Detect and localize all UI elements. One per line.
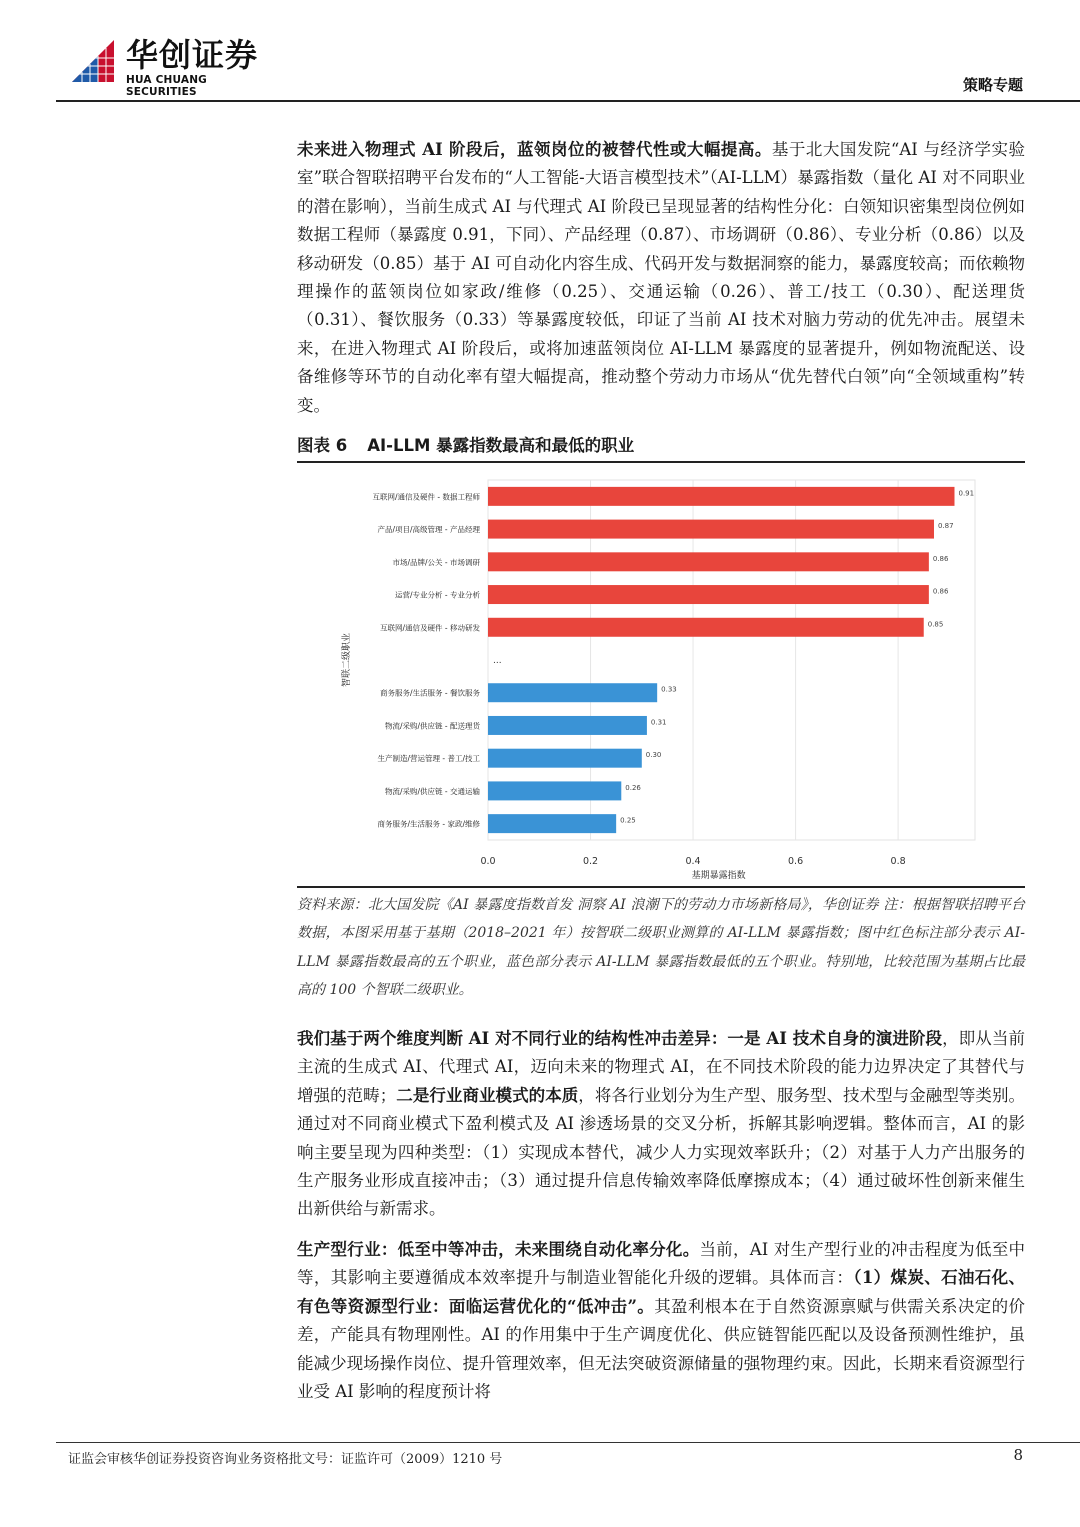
paragraph-lead-bold: 未来进入物理式 AI 阶段后，蓝领岗位的被替代性或大幅提高。 (297, 140, 772, 159)
bar-low (488, 814, 616, 833)
bar-value-label: 0.30 (645, 751, 662, 760)
y-category-label: 物流/采购/供应链 - 交通运输 (384, 786, 480, 796)
logo-english-name: HUA CHUANG SECURITIES (126, 74, 208, 98)
section-tag: 策略专题 (962, 76, 1023, 94)
footer-divider (56, 1442, 1080, 1443)
x-axis-title: 基期暴露指数 (691, 871, 746, 881)
paragraph-lead-bold: 我们基于两个维度判断 AI 对不同行业的结构性冲击差异：一是 AI 技术自身的演进阶段 (297, 1029, 943, 1048)
figure-top-rule (297, 461, 1025, 463)
bar-value-label: 0.86 (932, 587, 949, 596)
y-category-label: 运营/专业分析 - 专业分析 (394, 590, 480, 600)
company-logo (68, 36, 278, 98)
x-tick-label: 0.2 (582, 856, 599, 867)
x-tick-label: 0.4 (685, 856, 701, 867)
y-category-label: 生产制造/营运管理 - 普工/技工 (377, 754, 480, 764)
page-number: 8 (1013, 1446, 1023, 1464)
y-category-label: 市场/品牌/公关 - 市场调研 (392, 557, 480, 567)
figure-title (297, 434, 1025, 458)
paragraph-body: ，将各行业划分为生产型、服务型、技术型与金融型等类别。通过对不同商业模式下盈利模式及 AI 渗透场景的交叉分析，拆解其影响逻辑。整体而言，AI 的影响主要呈现为四种类型：（1）实现成本替代，减少人力实现效率跃升；（2）对基于人力产出服务的生产服务业形成直接冲击；（3）通过提升信息传输效率降低摩擦成本；（4）通过破坏性创新来催生出新供给与新需求。 (297, 1085, 1026, 1219)
bar-low (488, 683, 657, 702)
figure-bottom-rule (297, 886, 1025, 888)
bar-high (488, 552, 929, 571)
paragraph-body: 基于北大国发院“AI 与经济学实验室”联合智联招聘平台发布的“人工智能-大语言模型技术”（AI-LLM）暴露指数（量化 AI 对不同职业的潜在影响），当前生成式 AI 与代理式 AI 阶段已呈现显著的结构性分化：白领知识密集型岗位例如数据工程师（暴露度 0.91，下同）、产品经理（0.87）、市场调研（0.86）、专业分析（0.86）以及移动研发（0.85）基于 AI 可自动化内容生成、代码开发与数据洞察的能力，暴露度较高；而依赖物理操作的蓝领岗位如家政/维修（0.25）、交通运输（0.26）、普工/技工（0.30）、配送理货（0.31）、餐饮服务（0.33）等暴露度较低，印证了当前 AI 技术对脑力劳动的优先冲击。展望未来，在进入物理式 AI 阶段后，或将加速蓝领岗位 AI-LLM 暴露度的显著提升，例如物流配送、设备维修等环节的自动化率有望大幅提高，推动整个劳动力市场从“优先替代白领”向“全领域重构”转变。 (297, 140, 1025, 415)
logo-mark-icon (68, 36, 118, 86)
page-header (0, 0, 1080, 104)
bar-value-label: 0.86 (932, 554, 949, 563)
y-category-label: 物流/采购/供应链 - 配送理货 (384, 721, 480, 731)
paragraph-lead-bold: 生产型行业：低至中等冲击，未来围绕自动化率分化。 (297, 1240, 700, 1259)
bar-value-label: 0.26 (625, 783, 641, 792)
bar-low (488, 716, 647, 735)
bar-value-label: 0.33 (661, 685, 677, 694)
bar-high (488, 520, 934, 539)
paragraph-body: ，即从当前主流的生成式 AI、代理式 AI，迈向未来的物理式 AI，在不同技术阶段的能力边界决定了其替代与增强的范畴； (297, 1029, 1025, 1105)
bar-value-label: 0.87 (937, 522, 954, 531)
bar-value-label: 0.91 (958, 489, 975, 498)
y-category-label: 商务服务/生活服务 - 家政/维修 (377, 819, 480, 829)
exposure-bar-chart (297, 468, 1025, 884)
paragraph-inline-bold: （1）煤炭、石油石化、有色等资源型行业：面临运营优化的“低冲击”。 (297, 1268, 1025, 1316)
y-category-label: 互联网/通信及硬件 - 数据工程师 (372, 492, 480, 502)
x-tick-label: 0.8 (890, 856, 906, 867)
footer-license: 证监会审核华创证券投资咨询业务资格批文号：证监许可（2009）1210 号 (68, 1452, 503, 1467)
bar-high (488, 585, 929, 604)
paragraph-body: 其盈利根本在于自然资源禀赋与供需关系决定的价差，产能具有物理刚性。AI 的作用集中于生产调度优化、供应链智能匹配以及设备预测性维护，虽能减少现场操作岗位、提升管理效率，但无法突破资源储量的强物理约束。因此，长期来看资源型行业受 AI 影响的程度预计将 (297, 1296, 1026, 1402)
paragraph-two-dimensions (297, 1025, 1025, 1224)
paragraph-inline-bold: 二是行业商业模式的本质 (396, 1085, 579, 1105)
bar-value-label: 0.85 (927, 620, 944, 629)
bar-high (488, 618, 924, 637)
y-category-label: 商务服务/生活服务 - 餐饮服务 (379, 688, 480, 698)
paragraph-body: 当前，AI 对生产型行业的冲击程度为低至中等，其影响主要遵循成本效率提升与制造业智能化升级的逻辑。具体而言： (297, 1240, 1025, 1288)
bar-low (488, 781, 621, 800)
x-tick-label: 0.0 (480, 856, 496, 867)
bar-value-label: 0.31 (650, 718, 667, 727)
y-category-label: 产品/项目/高级管理 - 产品经理 (377, 525, 480, 535)
figure-number: 图表 6 (297, 436, 348, 455)
figure-caption: AI-LLM 暴露指数最高和最低的职业 (367, 436, 635, 455)
paragraph-blue-collar-substitution (297, 136, 1025, 420)
y-axis-title: 智联二级职业 (342, 632, 352, 688)
paragraph-production-industries (297, 1236, 1025, 1406)
bar-value-label: 0.25 (620, 816, 636, 825)
figure-source-note: 资料来源：北大国发院《AI 暴露度指数首发 洞察 AI 浪潮下的劳动力市场新格局》，华创证券 注：根据智联招聘平台数据，本图采用基于基期（2018–2021 年）按智联二级职业测算的 AI-LLM 暴露指数；图中红色标注部分表示 AI-LLM 暴露指数最高的五个职业，蓝色部分表示 AI-LLM 暴露指数最低的五个职业。特别地，比较范围为基期占比最高的 100 个智联二级职业。 (297, 897, 1025, 999)
header-divider (56, 100, 1080, 102)
logo-chinese-name: 华创证券 (126, 36, 259, 74)
y-category-label: 互联网/通信及硬件 - 移动研发 (379, 623, 480, 633)
bar-high (488, 487, 954, 506)
x-tick-label: 0.6 (788, 856, 804, 867)
gap-marker: ... (493, 656, 502, 666)
bar-low (488, 749, 642, 768)
